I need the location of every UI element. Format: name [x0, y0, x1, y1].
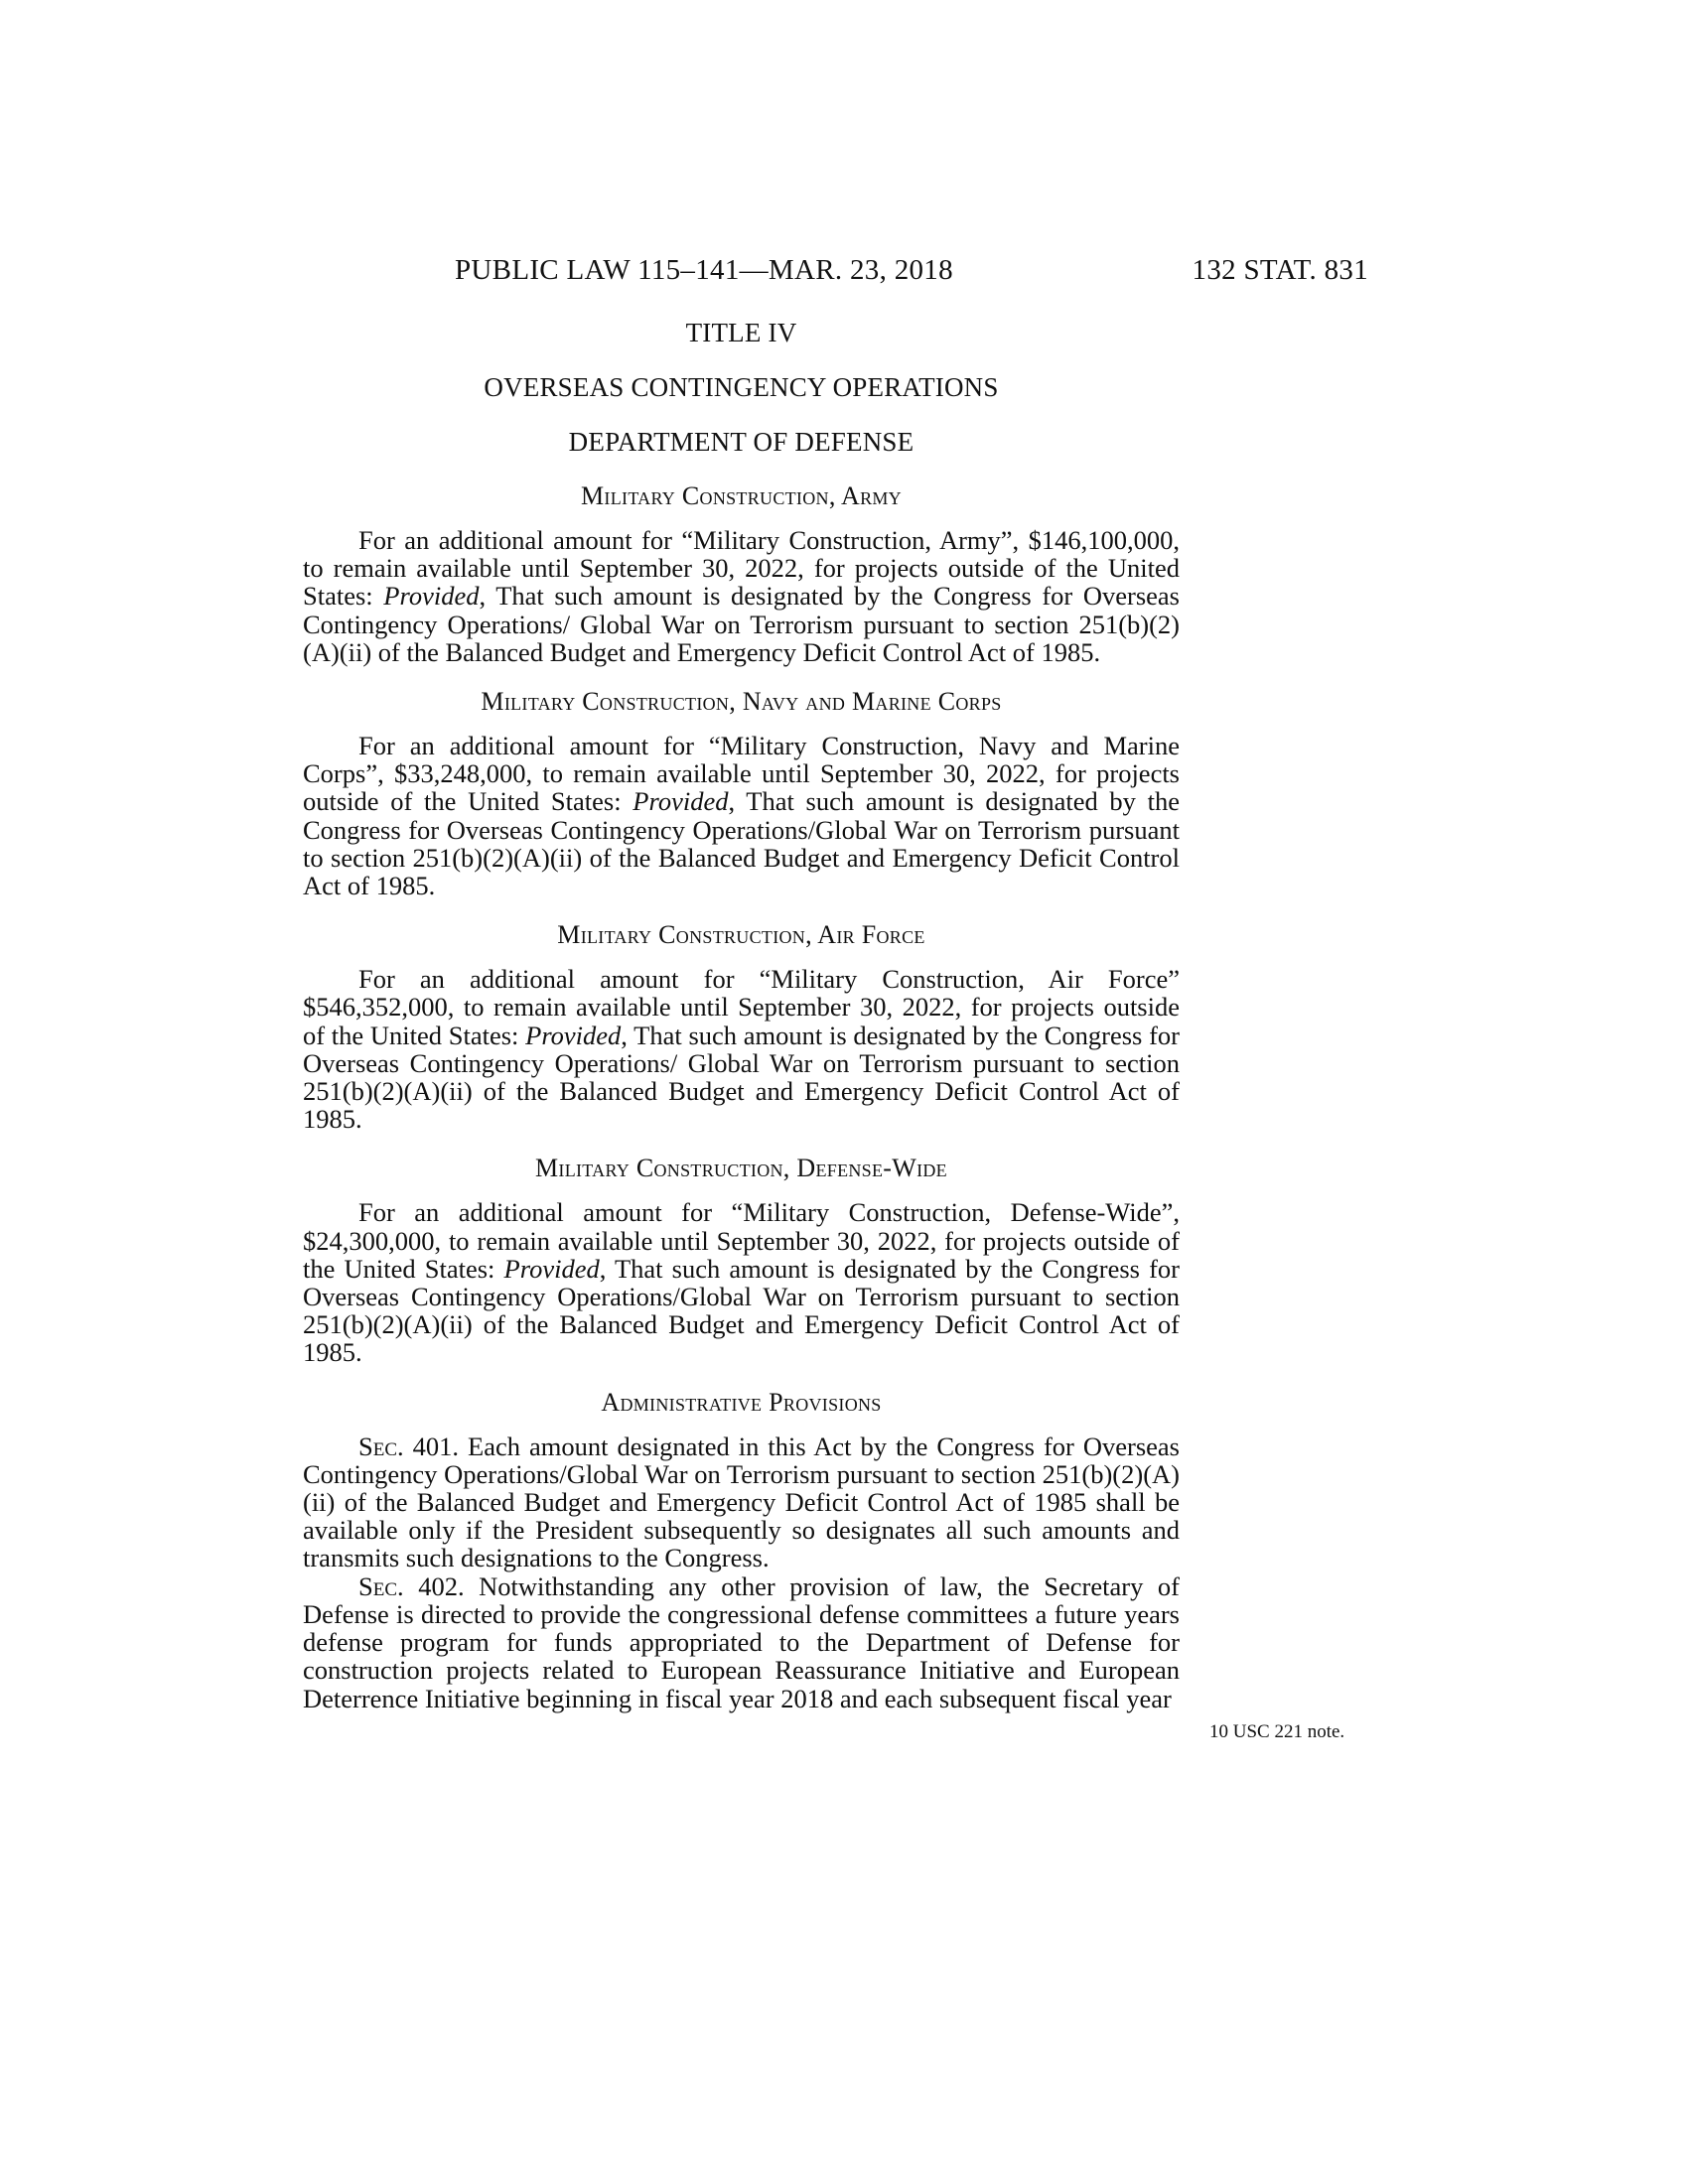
running-head: [455, 250, 1368, 290]
margin-note: 10 USC 221 note.: [1209, 1721, 1345, 1742]
paragraph-text: For an additional amount for “Military Construction, Navy and Marine Corps”, $33,248,000, to remain available until September 30, 2022, for projects outside of the United States:: [303, 731, 1180, 817]
provided-term: Provided: [525, 1020, 622, 1050]
law-citation: PUBLIC LAW 115–141—MAR. 23, 2018: [455, 254, 953, 286]
paragraph-sec-402: [303, 1572, 1180, 1712]
subtitle-heading: OVERSEAS CONTINGENCY OPERATIONS: [484, 372, 999, 402]
paragraph-text: Each amount designated in this Act by the Congress for Overseas Contingency Operations/Global War on Terrorism pursuant to section 251(b)(2)(A)(ii) of the Balanced Budget and Emergency Deficit Control Act of 1985 shall be available only if the President subsequently so designates all such amounts and transmits such designations to the Congress.: [303, 1431, 1180, 1573]
department-heading: DEPARTMENT OF DEFENSE: [568, 427, 914, 457]
section-heading-army: Military Construction, Army: [581, 481, 902, 510]
paragraph-sec-401: [303, 1433, 1180, 1572]
paragraph-air-force: [303, 965, 1180, 1133]
body-column: [303, 316, 1180, 1712]
paragraph-army: [303, 526, 1180, 666]
stat-page-number: 132 STAT. 831: [1192, 254, 1368, 286]
section-heading-defense-wide: Military Construction, Defense-Wide: [535, 1154, 947, 1183]
paragraph-text: For an additional amount for “Military Construction, Defense-Wide”, $24,300,000, to remain available until September 30, 2022, for projects outside of the United States:: [303, 1197, 1180, 1284]
paragraph-defense-wide: [303, 1198, 1180, 1366]
paragraph-text: For an additional amount for “Military Construction, Army”, $146,100,000, to remain available until September 30, 2022, for projects outside of the United States:: [303, 525, 1180, 612]
paragraph-text: For an additional amount for “Military Construction, Air Force” $546,352,000, to remain available until September 30, 2022, for projects outside of the United States:: [303, 964, 1180, 1050]
section-number-label: Sec. 402.: [358, 1570, 465, 1601]
paragraph-text: Notwithstanding any other provision of law, the Secretary of Defense is directed to provide the congressional defense committees a future years defense program for funds appropriated to the Department of Defense for construction projects related to European Reassurance Initiative and European Deterrence Initiative beginning in fiscal year 2018 and each subsequent fiscal year: [303, 1570, 1180, 1713]
section-heading-navy: Military Construction, Navy and Marine Corps: [481, 687, 1002, 717]
provided-term: Provided: [633, 786, 729, 817]
title-heading: TITLE IV: [685, 318, 797, 347]
provided-term: Provided: [503, 1253, 600, 1284]
section-heading-administrative-provisions: Administrative Provisions: [601, 1387, 882, 1417]
paragraph-text: , That such amount is designated by the Congress for Overseas Contingency Operations/Global War on Terrorism pursuant to section 251(b)(2)(A)(ii) of the Balanced Budget and Emergency Deficit Control Act of 1985.: [303, 786, 1180, 901]
paragraph-text: , That such amount is designated by the Congress for Overseas Contingency Operations/ Global War on Terrorism pursuant to section 251(b)(2)(A)(ii) of the Balanced Budget and Emergency Deficit Control Act of 1985.: [303, 1020, 1180, 1135]
paragraph-text: , That such amount is designated by the Congress for Overseas Contingency Operations/ Global War on Terrorism pursuant to section 251(b)(2)(A)(ii) of the Balanced Budget and Emergency Deficit Control Act of 1985.: [303, 581, 1180, 667]
section-number-label: Sec. 401.: [358, 1431, 460, 1461]
paragraph-navy: [303, 732, 1180, 899]
section-heading-air-force: Military Construction, Air Force: [557, 920, 925, 950]
paragraph-text: , That such amount is designated by the Congress for Overseas Contingency Operations/Global War on Terrorism pursuant to section 251(b)(2)(A)(ii) of the Balanced Budget and Emergency Deficit Control Act of 1985.: [303, 1253, 1180, 1368]
provided-term: Provided: [383, 581, 480, 612]
